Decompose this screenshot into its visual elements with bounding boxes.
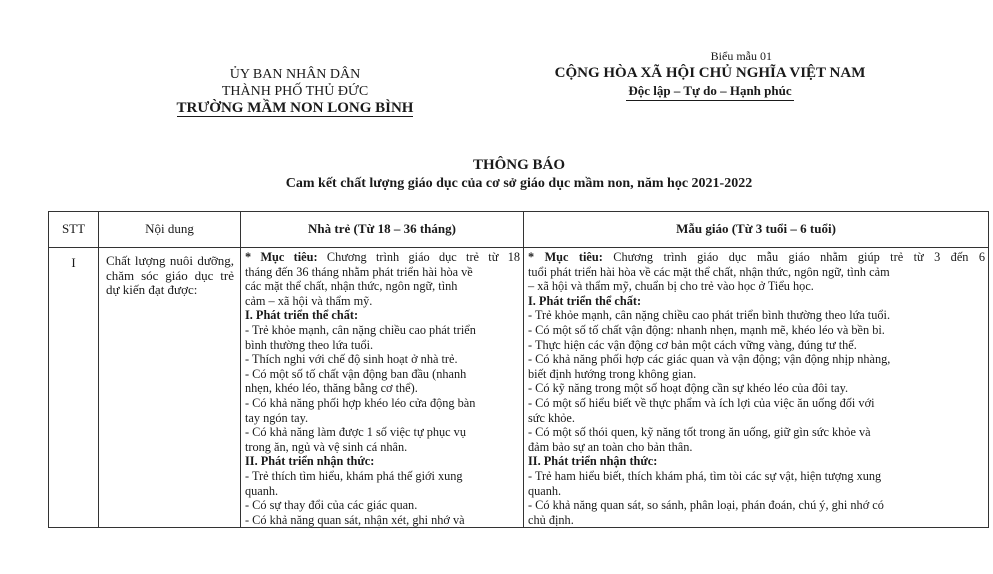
- nursery-line: - Có khả năng quan sát, nhận xét, ghi nhớ và: [245, 512, 465, 527]
- kindergarten-line: chủ định.: [528, 512, 574, 527]
- kindergarten-line: - Có kỹ năng trong một số hoạt động cần sự khéo léo của đôi tay.: [528, 381, 849, 396]
- nursery-line: các mặt thể chất, nhận thức, ngôn ngữ, tình: [245, 279, 458, 294]
- republic-title: CỘNG HÒA XÃ HỘI CHỦ NGHĨA VIỆT NAM: [554, 65, 866, 81]
- quality-commitment-table: [48, 211, 989, 528]
- nursery-line: quanh.: [245, 483, 279, 498]
- nursery-line: I. Phát triển thể chất:: [245, 308, 359, 323]
- nursery-text: [245, 250, 520, 527]
- nursery-line: - Có khả năng làm được 1 số việc tự phục vụ: [245, 425, 466, 440]
- form-number: Biểu mẫu 01: [710, 49, 772, 63]
- kindergarten-line: – xã hội và thẩm mỹ, chuẩn bị cho trẻ vào học ở Tiểu học.: [528, 279, 814, 294]
- agency-line-2: THÀNH PHỐ THỦ ĐỨC: [221, 84, 369, 99]
- national-header-block: [520, 48, 900, 101]
- nursery-line: II. Phát triển nhận thức:: [245, 454, 375, 469]
- document-subtitle: Cam kết chất lượng giáo dục của cơ sở giáo dục mầm non, năm học 2021-2022: [285, 176, 753, 191]
- nursery-line: * Mục tiêu: Chương trình giáo dục trẻ từ 18: [245, 250, 520, 264]
- nursery-objective-label: * Mục tiêu:: [245, 250, 318, 264]
- nursery-cell: [241, 248, 524, 528]
- kindergarten-line: tuổi phát triển hài hòa về các mặt thể chất, nhận thức, ngôn ngữ, tình cảm: [528, 264, 890, 279]
- document-title: THÔNG BÁO: [472, 157, 566, 173]
- kindergarten-cell: [524, 248, 989, 528]
- nursery-line: - Trẻ thích tìm hiểu, khám phá thế giới xung: [245, 468, 463, 483]
- kindergarten-line: - Có một số thói quen, kỹ năng tốt trong ăn uống, giữ gìn sức khỏe và: [528, 425, 871, 440]
- nursery-line: - Có một số tố chất vận động ban đầu (nhanh: [245, 366, 467, 381]
- nursery-line: - Có sự thay đổi của các giác quan.: [245, 498, 418, 513]
- nursery-line: bình thường theo lứa tuổi.: [245, 337, 374, 352]
- table-row: [49, 248, 989, 528]
- school-name: TRƯỜNG MẦM NON LONG BÌNH: [176, 100, 414, 116]
- header-content: Nội dung: [99, 212, 241, 248]
- nursery-line: trong ăn, ngủ và vệ sinh cá nhân.: [245, 439, 408, 454]
- row-stt: I: [49, 248, 99, 528]
- kindergarten-line: * Mục tiêu: Chương trình giáo dục mẫu giáo nhằm giúp trẻ từ 3 đến 6: [528, 250, 986, 264]
- kindergarten-line: II. Phát triển nhận thức:: [528, 454, 658, 469]
- kindergarten-line: quanh.: [528, 483, 562, 498]
- nursery-line: cảm – xã hội và thẩm mỹ.: [245, 293, 373, 308]
- nursery-line: tháng đến 36 tháng nhằm phát triển hài hòa về: [245, 264, 473, 279]
- national-motto: Độc lập – Tự do – Hạnh phúc: [626, 82, 793, 101]
- nursery-line: - Có khả năng phối hợp khéo léo cửa động bàn: [245, 395, 476, 410]
- nursery-line: - Thích nghi với chế độ sinh hoạt ở nhà trẻ.: [245, 352, 458, 367]
- kindergarten-line: - Có một số hiểu biết về thực phẩm và ích lợi của việc ăn uống đối với: [528, 395, 875, 410]
- kindergarten-objective-label: * Mục tiêu:: [528, 250, 603, 264]
- nursery-line: - Trẻ khỏe mạnh, cân nặng chiều cao phát triển: [245, 322, 476, 337]
- nursery-line: nhẹn, khéo léo, thăng bằng cơ thể).: [245, 381, 418, 396]
- agency-line-1: ỦY BAN NHÂN DÂN: [229, 67, 361, 82]
- header-nursery: Nhà trẻ (Từ 18 – 36 tháng): [241, 212, 524, 248]
- kindergarten-line: I. Phát triển thể chất:: [528, 293, 642, 308]
- header-stt: STT: [49, 212, 99, 248]
- header-kindergarten: Mẫu giáo (Từ 3 tuổi – 6 tuổi): [524, 212, 989, 248]
- kindergarten-line: - Trẻ khỏe mạnh, cân nặng chiều cao phát triển bình thường theo lứa tuổi.: [528, 308, 891, 323]
- kindergarten-line: - Trẻ ham hiểu biết, thích khám phá, tìm tòi các sự vật, hiện tượng xung: [528, 468, 882, 483]
- kindergarten-text: [528, 250, 985, 527]
- kindergarten-line: - Có khả năng phối hợp các giác quan và vận động; vận động nhịp nhàng,: [528, 352, 891, 367]
- row-content: Chất lượng nuôi dưỡng, chăm sóc giáo dục trẻ dự kiến đạt được:: [99, 248, 241, 528]
- kindergarten-line: biết định hướng trong không gian.: [528, 366, 697, 381]
- kindergarten-line: - Có một số tố chất vận động: nhanh nhẹn, mạnh mẽ, khéo léo và bền bỉ.: [528, 322, 885, 337]
- kindergarten-line: đảm bảo sự an toàn cho bản thân.: [528, 439, 693, 454]
- table-header-row: [49, 212, 989, 248]
- issuing-agency-block: [150, 66, 440, 117]
- kindergarten-line: sức khỏe.: [528, 410, 575, 425]
- kindergarten-line: - Thực hiện các vận động cơ bản một cách vững vàng, đúng tư thế.: [528, 337, 857, 352]
- nursery-line: tay ngón tay.: [245, 410, 309, 425]
- kindergarten-line: - Có khả năng quan sát, so sánh, phân loại, phán đoán, chú ý, ghi nhớ có: [528, 498, 884, 513]
